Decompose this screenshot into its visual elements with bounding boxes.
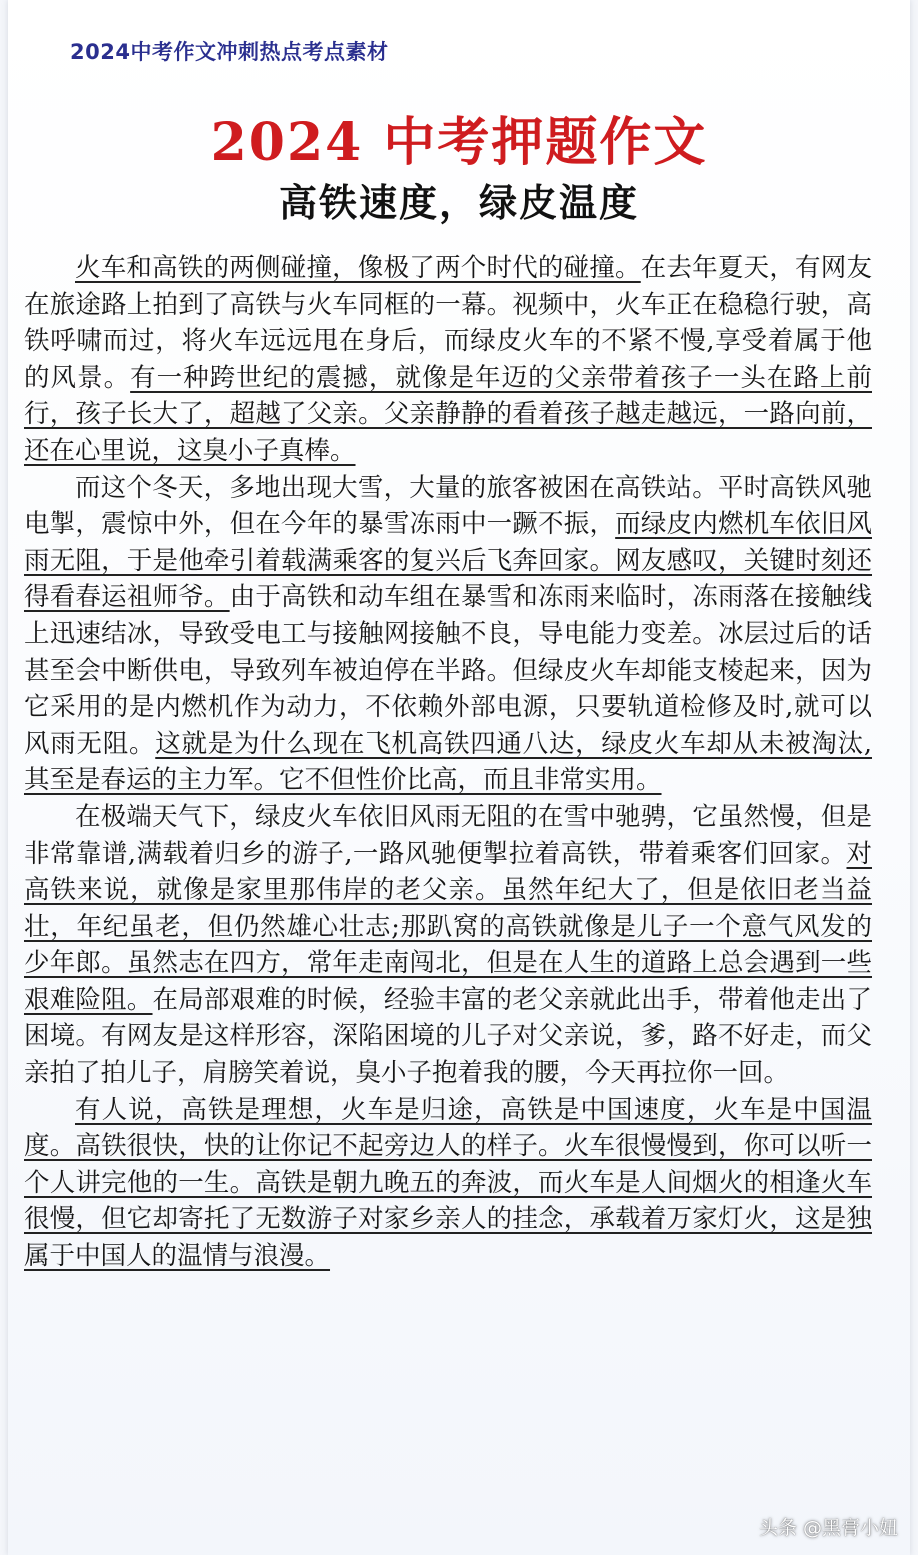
essay-body <box>24 250 872 1275</box>
paragraph-4 <box>24 1092 872 1275</box>
underlined-sentence: 对高铁来说，就像是家里那伟岸的老父亲。虽然年纪大了，但是依旧老当益壮，年纪虽老，但仍然雄心壮志;那趴窝的高铁就像是儿子一个意气风发的少年郎。虽然志在四方，常年走南闯北，但是在人生的道路上总会遇到一些艰难险阻。 <box>24 838 872 1015</box>
text-run: 在极端天气下，绿皮火车依旧风雨无阻的在雪中驰骋，它虽然慢，但是非常靠谱,满载着归乡的游子,一路风驰便掣拉着高铁，带着乘客们回家。 <box>24 801 872 869</box>
text-run: 在去年夏天，有网友在旅途路上拍到了高铁与火车同框的一幕。视频中，火车正在稳稳行驶，高铁呼啸而过，将火车远远甩在身后，而绿皮火车的不紧不慢,享受着属于他的风景。 <box>24 253 872 393</box>
underlined-sentence: 有一种跨世纪的震撼，就像是年迈的父亲带着孩子一头在路上前行，孩子长大了，超越了父亲。父亲静静的看着孩子越走越远，一路向前，还在心里说，这臭小子真棒。 <box>24 362 872 466</box>
series-label: 2024中考作文冲刺热点考点素材 <box>70 40 389 64</box>
watermark: 头条 @黑膏小妞 <box>758 1517 898 1539</box>
underlined-sentence: 有人说，高铁是理想，火车是归途，高铁是中国速度，火车是中国温度。高铁很快，快的让你记不起旁边人的样子。火车很慢慢到，你可以听一个人讲完他的一生。高铁是朝九晚五的奔波，而火车是人间烟火的相逢火车很慢，但它却寄托了无数游子对家乡亲人的挂念，承载着万家灯火，这是独属于中国人的温情与浪漫。 <box>24 1094 872 1272</box>
text-run: 由于高铁和动车组在暴雪和冻雨来临时，冻雨落在接触线上迅速结冰，导致受电工与接触网接触不良，导电能力变差。冰层过后的话甚至会中断供电，导致列车被迫停在半路。但绿皮火车却能支棱起来，因为它采用的是内燃机作为动力，不依赖外部电源，只要轨道检修及时,就可以风雨无阻。 <box>24 582 872 759</box>
paragraph-2 <box>24 470 872 799</box>
essay-title: 2024 中考押题作文 <box>210 112 708 173</box>
text-run: 在局部艰难的时候，经验丰富的老父亲就此出手，带着他走出了困境。有网友是这样形容，深陷困境的儿子对父亲说，爹，路不好走，而父亲拍了拍儿子，肩膀笑着说，臭小子抱着我的腰，今天再拉你一回。 <box>24 984 872 1089</box>
underlined-sentence: 火车和高铁的两侧碰撞，像极了两个时代的碰撞。 <box>75 253 641 283</box>
paragraph-1 <box>24 250 872 470</box>
essay-subtitle: 高铁速度，绿皮温度 <box>278 181 639 225</box>
underlined-sentence: 这就是为什么现在飞机高铁四通八达，绿皮火车却从未被淘汰,其至是春运的主力军。它不但性价比高，而且非常实用。 <box>24 728 872 796</box>
paragraph-3 <box>24 799 872 1092</box>
underlined-sentence: 而绿皮内燃机车依旧风雨无阻，于是他牵引着载满乘客的复兴后飞奔回家。网友感叹，关键时刻还得看春运祖师爷。 <box>24 509 872 613</box>
text-run: 而这个冬天，多地出现大雪，大量的旅客被困在高铁站。平时高铁风驰电掣，震惊中外，但在今年的暴雪冻雨中一蹶不振， <box>24 472 872 540</box>
